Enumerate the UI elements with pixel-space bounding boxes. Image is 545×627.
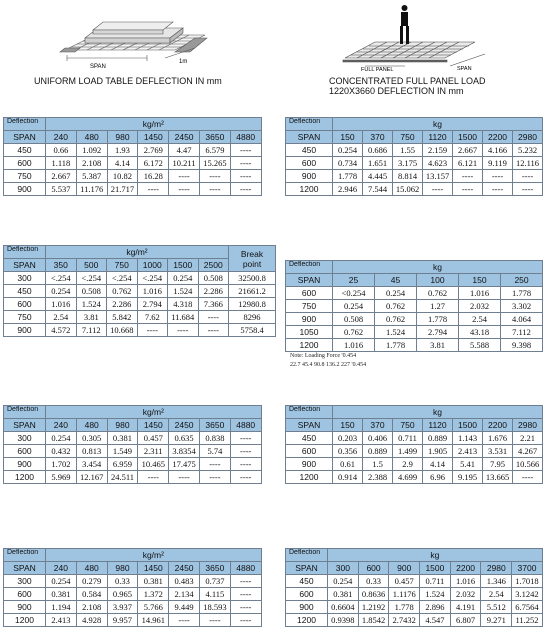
col-header: 480 bbox=[76, 562, 107, 575]
col-header: 3650 bbox=[199, 562, 230, 575]
table-row: 300 0.254 0.279 0.33 0.381 0.483 0.737 ---- bbox=[4, 575, 262, 588]
table-row: 1200 2.413 4.928 9.957 14.961 ---- ---- ---- bbox=[4, 614, 262, 627]
table-column-row bbox=[286, 131, 543, 144]
table-row: 600 0.381 0.584 0.965 1.372 2.134 4.115 ---- bbox=[4, 588, 262, 601]
table-row: 900 0.508 0.762 1.778 2.54 4.064 bbox=[286, 313, 543, 326]
table-row: 600 1.118 2.108 4.14 6.172 10.211 15.265 ---- bbox=[4, 157, 262, 170]
table-row: 600 0.356 0.889 1.499 1.905 2.413 3.531 4.267 bbox=[286, 445, 543, 458]
table-header-row bbox=[4, 406, 262, 419]
deflection-table-3 bbox=[3, 245, 276, 337]
span-header: SPAN bbox=[286, 131, 333, 144]
table-row: 900 4.572 7.112 10.668 ---- ---- ---- 5758.4 bbox=[4, 324, 276, 337]
table-header-row bbox=[4, 118, 262, 131]
table-row: 600 0.734 1.651 3.175 4.623 6.121 9.119 12.116 bbox=[286, 157, 543, 170]
table-row: 450 0.254 0.508 0.762 1.016 1.524 2.286 21661.2 bbox=[4, 285, 276, 298]
table-corner: Deflection bbox=[286, 549, 328, 562]
table-row: 750 2.54 3.81 5.842 7.62 11.684 ---- 8296 bbox=[4, 311, 276, 324]
col-header: 2980 bbox=[513, 419, 543, 432]
col-header: 1500 bbox=[168, 259, 199, 272]
loading-force-note-line2: 22.7 45.4 90.8 136.2 227 '0.454 bbox=[290, 362, 367, 368]
unit-label: kg/m² bbox=[46, 246, 229, 259]
concentrated-load-caption-line1: CONCENTRATED FULL PANEL LOAD bbox=[329, 76, 486, 86]
col-header: 4880 bbox=[230, 562, 261, 575]
table-corner: Deflection bbox=[286, 118, 333, 131]
table-row: 1200 0.9398 1.8542 2.7432 4.547 6.807 9.271 11.252 bbox=[286, 614, 543, 627]
table-row: 300 0.254 0.305 0.381 0.457 0.635 0.838 ---- bbox=[4, 432, 262, 445]
col-header: 2980 bbox=[481, 562, 512, 575]
col-header: 1500 bbox=[420, 562, 451, 575]
table-row: 900 1.778 4.445 8.814 13.157 ---- ---- ---- bbox=[286, 170, 543, 183]
col-header: 3650 bbox=[199, 131, 230, 144]
col-header: 4880 bbox=[230, 419, 261, 432]
unit-label: kg/m² bbox=[46, 118, 262, 131]
table-row: 1050 0.762 1.524 2.794 43.18 7.112 bbox=[286, 326, 543, 339]
unit-label: kg bbox=[333, 261, 543, 274]
col-header: 750 bbox=[393, 419, 423, 432]
table-header-row bbox=[4, 549, 262, 562]
col-header: 150 bbox=[333, 131, 363, 144]
concentrated-load-figure bbox=[335, 2, 495, 74]
span-header: SPAN bbox=[286, 274, 333, 287]
deflection-table-1 bbox=[3, 117, 262, 196]
col-header: 1450 bbox=[138, 131, 169, 144]
table-row: 900 5.537 11.176 21.717 ---- ---- ---- ---- bbox=[4, 183, 262, 196]
table-column-row bbox=[286, 562, 543, 575]
col-header: 980 bbox=[107, 131, 138, 144]
table-row: 450 0.254 0.33 0.457 0.711 1.016 1.346 1.7018 bbox=[286, 575, 543, 588]
col-header: 1000 bbox=[137, 259, 168, 272]
deflection-table-5 bbox=[3, 405, 262, 484]
col-header: 3650 bbox=[199, 419, 230, 432]
table-column-row bbox=[286, 419, 543, 432]
table-corner: Deflection bbox=[286, 406, 333, 419]
table-corner: Deflection bbox=[4, 246, 46, 259]
full-panel-label: FULL PANEL bbox=[361, 67, 394, 73]
col-header: 3700 bbox=[512, 562, 543, 575]
col-header: 250 bbox=[501, 274, 543, 287]
table-row: 900 0.6604 1.2192 1.778 2.896 4.191 5.512 6.7564 bbox=[286, 601, 543, 614]
table-row: 1200 2.946 7.544 15.062 ---- ---- ---- ---- bbox=[286, 183, 543, 196]
col-header: 2500 bbox=[198, 259, 229, 272]
table-row: 300 <.254 <.254 <.254 <.254 0.254 0.508 32500.8 bbox=[4, 272, 276, 285]
col-header: 2450 bbox=[169, 131, 200, 144]
col-header: 750 bbox=[107, 259, 138, 272]
span-header: SPAN bbox=[4, 259, 46, 272]
col-header: 500 bbox=[76, 259, 107, 272]
col-header: 750 bbox=[393, 131, 423, 144]
table-corner: Deflection bbox=[4, 406, 46, 419]
table-corner: Deflection bbox=[4, 549, 46, 562]
col-header: 1450 bbox=[138, 562, 169, 575]
table-row: 750 2.667 5.387 10.82 16.28 ---- ---- ---- bbox=[4, 170, 262, 183]
col-header: 25 bbox=[333, 274, 375, 287]
dim-label-1m: 1m bbox=[179, 59, 188, 65]
col-header: 1120 bbox=[423, 419, 453, 432]
table-row: 1200 0.914 2.388 4.699 6.96 9.195 13.665 ---- bbox=[286, 471, 543, 484]
col-header: 600 bbox=[358, 562, 389, 575]
col-header: 240 bbox=[46, 131, 77, 144]
table-row: 1200 1.016 1.778 3.81 5.588 9.398 bbox=[286, 339, 543, 352]
concentrated-load-caption-line2: 1220X3660 DEFLECTION IN mm bbox=[329, 86, 464, 96]
table-row: 600 <0.254 0.254 0.762 1.016 1.778 bbox=[286, 287, 543, 300]
col-header: 45 bbox=[375, 274, 417, 287]
table-header-row bbox=[286, 549, 543, 562]
col-header: 300 bbox=[328, 562, 359, 575]
table-row: 900 1.194 2.108 3.937 5.766 9.449 18.593 ---- bbox=[4, 601, 262, 614]
span-header: SPAN bbox=[286, 419, 333, 432]
col-header: 2200 bbox=[450, 562, 481, 575]
col-header: 1500 bbox=[453, 131, 483, 144]
span-header: SPAN bbox=[286, 562, 328, 575]
span-header: SPAN bbox=[4, 131, 46, 144]
deflection-table-7 bbox=[3, 548, 262, 627]
span-header: SPAN bbox=[4, 562, 46, 575]
col-header: 370 bbox=[363, 419, 393, 432]
unit-label: kg bbox=[333, 118, 543, 131]
deflection-table-4 bbox=[285, 260, 543, 352]
table-header-row bbox=[286, 261, 543, 274]
col-header: 1120 bbox=[423, 131, 453, 144]
deflection-table-6 bbox=[285, 405, 543, 484]
table-column-row bbox=[4, 419, 262, 432]
table-corner: Deflection bbox=[4, 118, 46, 131]
col-header: 980 bbox=[107, 419, 138, 432]
col-header: 370 bbox=[363, 131, 393, 144]
col-header: 2200 bbox=[483, 131, 513, 144]
col-header: 150 bbox=[459, 274, 501, 287]
col-header: 100 bbox=[417, 274, 459, 287]
deflection-table-8 bbox=[285, 548, 543, 627]
table-row: 450 0.66 1.092 1.93 2.769 4.47 6.579 ---- bbox=[4, 144, 262, 157]
col-header: 1450 bbox=[138, 419, 169, 432]
table-row: 600 1.016 1.524 2.286 2.794 4.318 7.366 12980.8 bbox=[4, 298, 276, 311]
table-column-row bbox=[4, 131, 262, 144]
col-header: 2200 bbox=[483, 419, 513, 432]
unit-label: kg/m² bbox=[46, 406, 262, 419]
col-header: 150 bbox=[333, 419, 363, 432]
col-header: 2450 bbox=[169, 419, 200, 432]
table-row: 600 0.432 0.813 1.549 2.311 3.8354 5.74 ---- bbox=[4, 445, 262, 458]
deflection-table-2 bbox=[285, 117, 543, 196]
col-header: 480 bbox=[76, 131, 107, 144]
col-header: 480 bbox=[76, 419, 107, 432]
table-header-row bbox=[286, 406, 543, 419]
col-header: 4880 bbox=[230, 131, 261, 144]
unit-label: kg bbox=[328, 549, 543, 562]
span-header: SPAN bbox=[4, 419, 46, 432]
table-row: 600 0.381 0.8636 1.1176 1.524 2.032 2.54 3.1242 bbox=[286, 588, 543, 601]
table-row: 1200 5.969 12.167 24.511 ---- ---- ---- ---- bbox=[4, 471, 262, 484]
col-header: 2450 bbox=[169, 562, 200, 575]
table-column-row bbox=[286, 274, 543, 287]
unit-label: kg bbox=[333, 406, 543, 419]
loading-force-note-line1: Note: Loading Force '0.454 bbox=[290, 353, 357, 359]
uniform-load-caption: UNIFORM LOAD TABLE DEFLECTION IN mm bbox=[34, 76, 222, 86]
span-label-right: SPAN bbox=[457, 66, 472, 72]
uniform-load-figure bbox=[55, 10, 220, 70]
table-column-row bbox=[4, 562, 262, 575]
table-row: 450 0.203 0.406 0.711 0.889 1.143 1.676 2.21 bbox=[286, 432, 543, 445]
table-corner: Deflection bbox=[286, 261, 333, 274]
unit-label: kg/m² bbox=[46, 549, 262, 562]
table-row: 900 0.61 1.5 2.9 4.14 5.41 7.95 10.566 bbox=[286, 458, 543, 471]
table-header-row bbox=[286, 118, 543, 131]
break-point-header: Break point bbox=[229, 246, 276, 272]
table-row: 900 1.702 3.454 6.959 10.465 17.475 ---- ---- bbox=[4, 458, 262, 471]
table-row: 750 0.254 0.762 1.27 2.032 3.302 bbox=[286, 300, 543, 313]
col-header: 240 bbox=[46, 419, 77, 432]
table-header-row bbox=[4, 246, 276, 259]
col-header: 980 bbox=[107, 562, 138, 575]
table-row: 450 0.254 0.686 1.55 2.159 2.667 4.166 5.232 bbox=[286, 144, 543, 157]
col-header: 1500 bbox=[453, 419, 483, 432]
col-header: 350 bbox=[46, 259, 77, 272]
col-header: 240 bbox=[46, 562, 77, 575]
col-header: 2980 bbox=[513, 131, 543, 144]
span-label-left: SPAN bbox=[90, 64, 106, 70]
col-header: 900 bbox=[389, 562, 420, 575]
